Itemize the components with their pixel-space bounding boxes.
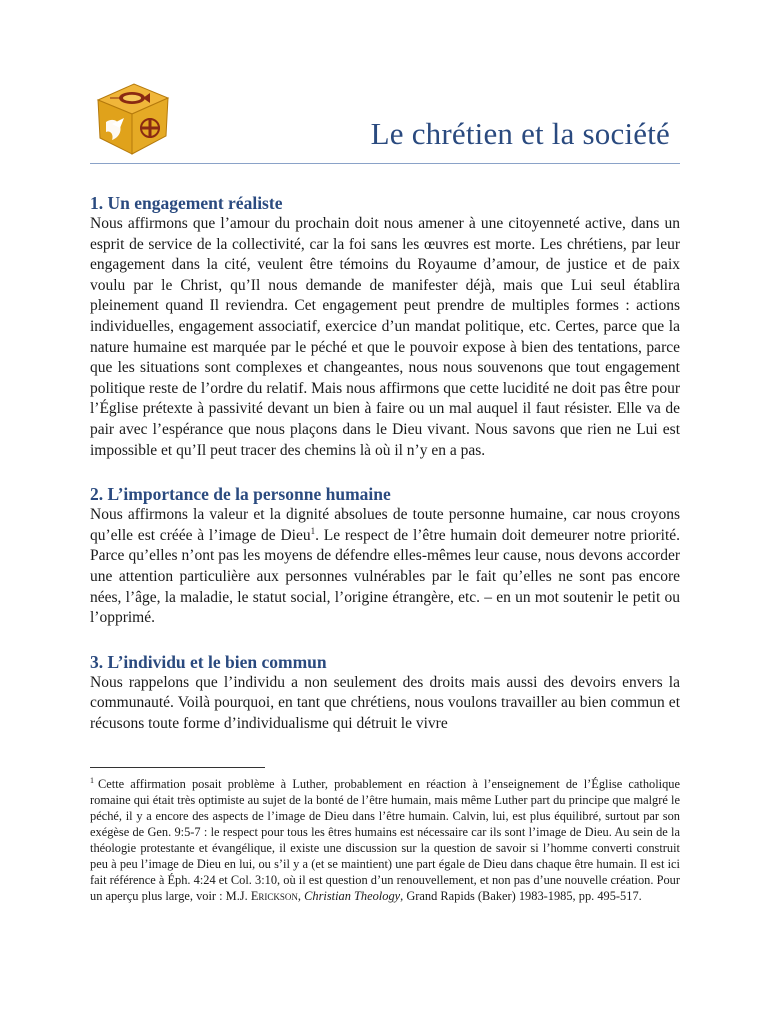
section-body: Nous affirmons que l’amour du prochain doit nous amener à une citoyenneté active, dans un esprit de service de la collectivité, car la foi sans les œuvres est morte. Les chrétiens, par leur engagement dans la cité, veulent être témoins du Royaume d’amour, de justice et de paix voulu par le Christ, qu’Il nous demande de manifester déjà, mais que Lui seul établira pleinement quand Il reviendra. Cet engagement peut prendre de multiples formes : actions individuelles, engagement associatif, exercice d’un mandat politique, etc. Certes, parce que la nature humaine est marquée par le péché et que le pouvoir expose à bien des tentations, parce que les situations sont complexes et changeantes, nous nous souvenons que tout engagement politique reste de l’ordre du relatif. Mais nous affirmons que cette lucidité ne doit pas être pour l’Église prétexte à passivité devant un bien à faire ou un mal auquel il faut résister. Elle va de pair avec l’espérance que nous plaçons dans le Dieu vivant. Nous savons que rien ne Lui est impossible et qu’Il peut tracer des chemins là où il n’y en a pas. xyxy=(90,215,680,459)
footnote-author: Erickson xyxy=(250,889,298,903)
footnote-reference[interactable]: 1 xyxy=(310,525,316,536)
section-1 xyxy=(90,192,680,461)
section-heading: 3. L’individu et le bien commun xyxy=(90,651,327,672)
section-3 xyxy=(90,651,680,735)
section-body-part: Nous affirmons la valeur et la dignité absolues de toute personne humaine, car nous croyons qu’elle est créée à l’image de Dieu xyxy=(90,506,680,544)
page-title: Le chrétien et la société xyxy=(370,116,670,151)
section-heading: 2. L’importance de la personne humaine xyxy=(90,484,391,505)
cross-icon xyxy=(140,118,160,138)
cube-logo-icon xyxy=(88,78,172,158)
footnote-separator: , xyxy=(297,889,305,903)
footnote-divider xyxy=(90,767,265,768)
title-divider xyxy=(90,163,680,164)
section-body: Nous rappelons que l’individu a non seulement des droits mais aussi des devoirs envers la communauté. Voilà pourquoi, en tant que chrétiens, nous voulons travailler au bien commun et récusons toute forme d’individualisme qui détruit le vivre xyxy=(90,673,680,732)
footnote-text: Cette affirmation posait problème à Luther, probablement en réaction à l’enseignement de l’Église catholique romaine qui était très optimiste au sujet de la bonté de l’être humain, mais même Luther part du principe que malgré le péché, il y a encore des aspects de l’image de Dieu dans l’être humain. Calvin, lui, est plus équilibré, surtout par son exégèse de Gen. 9:5-7 : le respect pour tous les êtres humains est nécessaire car ils sont l’image de Dieu. Au sein de la théologie protestante et évangélique, il existe une discussion sur la question de savoir si l’homme converti construit peu à peu l’image de Dieu en lui, ou s’il y a (et se maintient) une part égale de Dieu dans chaque être humain. Il est ici fait référence à Éph. 4:24 et Col. 3:10, où il est question d’un renouvellement, et non pas d’une nouvelle création. Pour un aperçu plus large, voir : M.J. xyxy=(90,777,680,903)
footnote xyxy=(90,776,680,904)
main-content xyxy=(90,192,680,756)
section-heading: 1. Un engagement réaliste xyxy=(90,193,283,213)
footnote-text: , Grand Rapids (Baker) 1983-1985, pp. 495-517. xyxy=(400,889,642,903)
section-2 xyxy=(90,483,680,629)
section-body-part: . Le respect de l’être humain doit demeurer notre priorité. Parce qu’elles n’ont pas les moyens de défendre elles-mêmes leur cause, nous devons accorder une attention particulière aux personnes vulnérables par le fait qu’elles ne sont pas encore nées, l’âge, la maladie, le statut social, l’origine étrangère, etc. – en un mot soutenir le petit ou l’opprimé. xyxy=(90,526,681,627)
footnote-book-title: Christian Theology xyxy=(304,889,401,903)
footnote-number: 1 xyxy=(90,775,94,785)
section-body xyxy=(90,505,680,629)
